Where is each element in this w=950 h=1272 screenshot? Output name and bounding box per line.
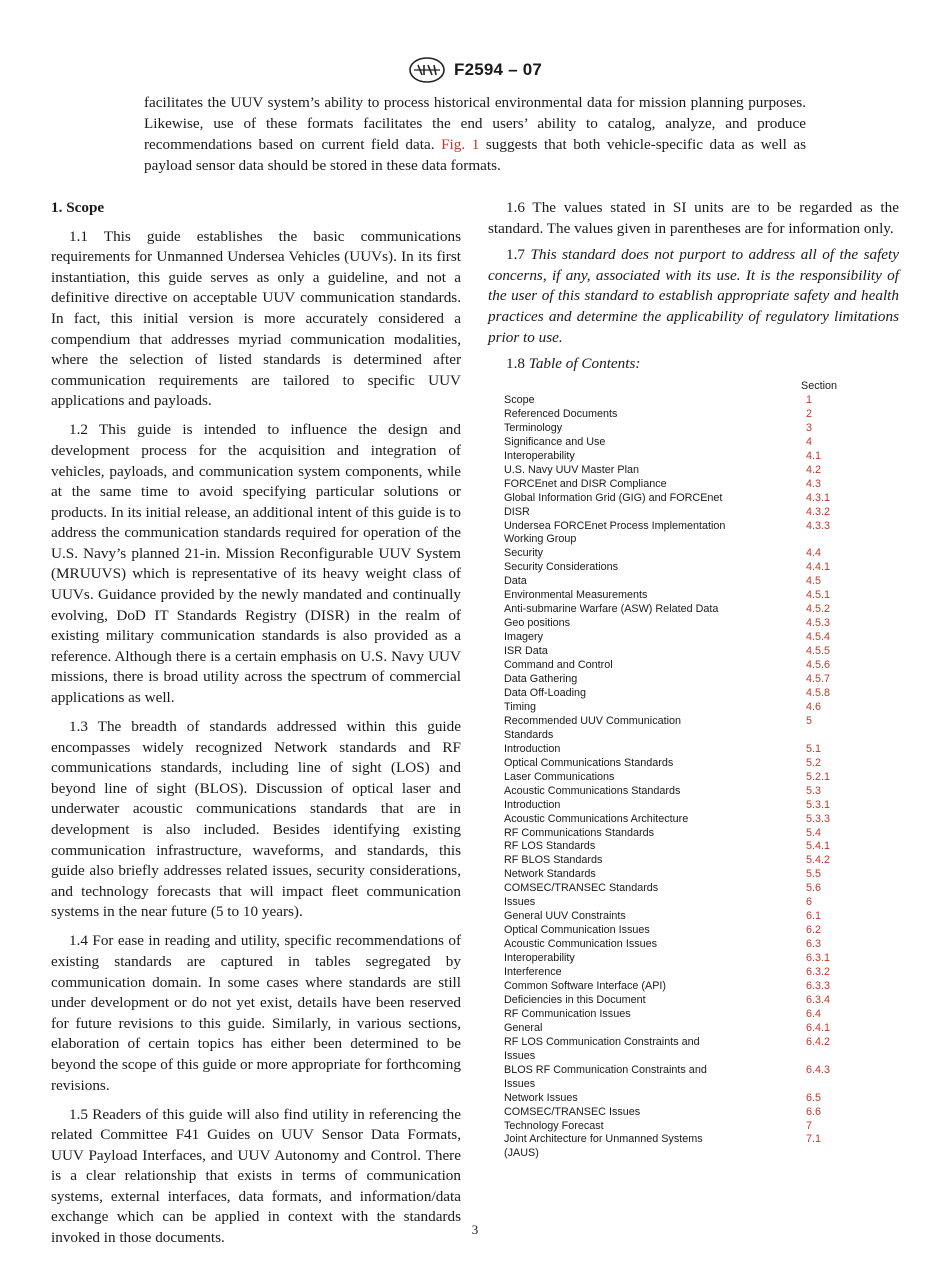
toc-section-link[interactable]: 5.2 [806,756,822,769]
toc-section-link[interactable]: 6.4.2 [806,1035,831,1048]
toc-section-link[interactable]: 5.4.1 [806,840,831,853]
toc-section-link[interactable]: 6.4.1 [806,1021,831,1034]
toc-row [504,771,864,785]
toc-title: COMSEC/TRANSEC Issues [504,1105,641,1118]
toc-row [504,854,864,868]
toc-section-link[interactable]: 4.3.2 [806,505,831,518]
toc-section-link[interactable]: 7.1 [806,1133,822,1146]
toc-row [504,575,864,589]
toc-section-link[interactable]: 4.6 [806,700,822,713]
toc-title: Data [504,575,527,588]
toc-section-link[interactable]: 2 [806,407,813,420]
toc-row [504,422,864,436]
toc-section-link[interactable]: 6.3 [806,938,822,951]
toc-row [504,882,864,896]
toc-row [504,450,864,464]
toc-row [504,757,864,771]
toc-title: Network Issues [504,1091,578,1104]
toc-row [504,910,864,924]
toc-header [504,380,864,394]
toc-section-link[interactable]: 7 [806,1119,813,1132]
toc-section-link[interactable]: 5.6 [806,882,822,895]
toc-row [504,1120,864,1134]
toc-row [504,520,864,548]
toc-section-link[interactable]: 5 [806,714,813,727]
toc-row [504,673,864,687]
toc-section-link[interactable]: 5.3.3 [806,812,831,825]
toc-row [504,701,864,715]
toc-section-link[interactable]: 6 [806,896,813,909]
paragraph-1-8-number: 1.8 [506,355,529,373]
toc-section-link[interactable]: 4.3.1 [806,491,831,504]
toc-row [504,603,864,617]
toc-title: Security Considerations [504,561,619,574]
page-number: 3 [471,1222,479,1237]
toc-title: Interoperability [504,449,575,462]
toc-section-link[interactable]: 4.5.2 [806,603,831,616]
toc-title: RF LOS Communication Constraints and Issues [504,1035,700,1062]
toc-row [504,492,864,506]
toc-title: Acoustic Communications Standards [504,784,681,797]
paragraph-1-7-number: 1.7 [506,246,531,264]
toc-section-link[interactable]: 5.3.1 [806,798,831,811]
toc-title: Timing [504,700,536,713]
toc-title: Common Software Interface (API) [504,979,667,992]
left-column [51,198,461,1257]
toc-row [504,868,864,882]
toc-row [504,715,864,743]
toc-row [504,561,864,575]
toc-section-link[interactable]: 4.3.3 [806,519,831,532]
toc-section-link[interactable]: 3 [806,421,813,434]
toc-section-link[interactable]: 4.5.1 [806,589,831,602]
toc-title: Optical Communication Issues [504,924,650,937]
toc-section-link[interactable]: 6.3.3 [806,979,831,992]
toc-title: Interoperability [504,952,575,965]
intro-text-start: facilitates the UUV system’s ability to process historical environmental data for mission planning purposes. Likewise, use of these formats facilitates the end users’ ability to catalog, analyze, and produce recommendations based on current field data. [144,94,806,153]
paragraph-1-7 [488,245,899,348]
toc-section-link[interactable]: 4.3 [806,477,822,490]
toc-row [504,1064,864,1092]
toc-row [504,1008,864,1022]
toc-title: U.S. Navy UUV Master Plan [504,463,639,476]
toc-row [504,394,864,408]
toc-title: COMSEC/TRANSEC Standards [504,882,659,895]
toc-title: Deficiencies in this Document [504,993,646,1006]
right-column [488,198,899,381]
toc-title: Interference [504,966,562,979]
toc-section-link[interactable]: 5.2.1 [806,770,831,783]
toc-row [504,408,864,422]
toc-row [504,1022,864,1036]
paragraph-1-7-text: This standard does not purport to address all of the safety concerns, if any, associated with its use. It is the responsibility of the user of this standard to establish appropriate safety and health practices and determine the applicability of regulatory limitations prior to use. [488,246,900,346]
toc-title: Introduction [504,798,561,811]
toc-title: General [504,1021,543,1034]
toc-section-link[interactable]: 4.5.4 [806,631,831,644]
toc-section-link[interactable]: 6.1 [806,910,822,923]
toc-section-link[interactable]: 6.6 [806,1105,822,1118]
toc-section-link[interactable]: 6.4.3 [806,1063,831,1076]
section-heading: 1. Scope [51,199,105,216]
toc-row [504,994,864,1008]
figure-link[interactable]: Fig. 1 [441,136,480,153]
page-header [0,56,950,84]
toc-row [504,813,864,827]
toc-title: Terminology [504,421,563,434]
toc-title: Geo positions [504,617,571,630]
toc-section-link[interactable]: 6.3.4 [806,993,831,1006]
toc-section-link[interactable]: 6.3.1 [806,952,831,965]
toc-title: ISR Data [504,645,548,658]
toc-row [504,952,864,966]
standard-designation: F2594 – 07 [453,60,542,79]
toc-row [504,506,864,520]
toc-row [504,980,864,994]
astm-logo-icon [408,56,446,84]
paragraph-1-8 [488,354,899,375]
toc-section-link[interactable]: 6.4 [806,1007,822,1020]
toc-row [504,631,864,645]
toc-title: Undersea FORCEnet Process Implementation Working Group [504,519,726,546]
toc-title: Technology Forecast [504,1119,604,1132]
toc-section-link[interactable]: 4.5 [806,575,822,588]
toc-section-link[interactable]: 4.4.1 [806,561,831,574]
paragraph-1-2: 1.2 This guide is intended to influence the design and development process for the acquisition and integration of vehicles, payloads, and communication system components, while at the same time to avoid specifying particular solutions or products. In its initial release, an additional intent of this guide is to address the communication standards required for operation of the U.S. Navy’s planned 21-in. Mission Reconfigurable UUV System (MRUUVS) which is representative of its heavy weight class of UUVs. Guidance provided by the newly mandated and continually evolving, DoD IT Standards Registry (DISR) in the realm of existing military communication standards is also provided as a reference. Although there is a certain emphasis on U.S. Navy UUV missions, there is broad utility across the spectrum of commercial applications as well. [51,421,461,707]
toc-section-link[interactable]: 4.2 [806,463,822,476]
intro-text-end: suggests that both vehicle-specific data as well as payload sensor data should be stored in these data formats. [144,136,807,174]
toc-row [504,547,864,561]
toc-title: Issues [504,896,536,909]
intro-paragraph [144,92,806,176]
toc-title: DISR [504,505,530,518]
toc-section-link[interactable]: 4.5.6 [806,659,831,672]
toc-row [504,743,864,757]
toc-section-link[interactable]: 4.1 [806,449,822,462]
toc-title: RF Communication Issues [504,1007,631,1020]
toc-title: Joint Architecture for Unmanned Systems (JAUS) [504,1133,703,1160]
toc-row [504,589,864,603]
toc-section-link[interactable]: 5.5 [806,868,822,881]
toc-section-header: Section [801,380,838,392]
table-of-contents [504,380,864,1161]
paragraph-1-5: 1.5 Readers of this guide will also find utility in referencing the related Committee F41 Guides on UUV Sensor Data Formats, UUV Payload Interfaces, and UUV Autonomy and Control. There is a clear relationship that exists in terms of communication systems, external interfaces, data formats, and information/data exchange which can be applied in context with the standards invoked in those documents. [51,1105,461,1247]
toc-row [504,687,864,701]
toc-section-link[interactable]: 4.5.8 [806,686,831,699]
toc-section-link[interactable]: 4.5.5 [806,645,831,658]
toc-section-link[interactable]: 6.3.2 [806,966,831,979]
toc-body [504,394,864,1161]
toc-title: Scope [504,393,535,406]
toc-row [504,1036,864,1064]
toc-title: FORCEnet and DISR Compliance [504,477,667,490]
toc-row [504,659,864,673]
toc-row [504,1092,864,1106]
toc-section-link[interactable]: 5.4.2 [806,854,831,867]
toc-title: Command and Control [504,659,613,672]
paragraph-1-3: 1.3 The breadth of standards addressed within this guide encompasses widely recognized Network standards and RF communications standards, including line of sight (LOS) and beyond line of sight (BLOS). Discussion of optical laser and underwater acoustic communications standards that are in development is also included. Besides identifying existing communication infrastructure, waveforms, and standards, this guide also briefly addresses related issues, security considerations, and technology forecasts that will impact fleet communication systems in the near future (5 to 10 years). [51,718,461,921]
toc-row [504,938,864,952]
toc-section-link[interactable]: 1 [806,393,813,406]
toc-section-link[interactable]: 5.1 [806,742,822,755]
toc-title: Anti-submarine Warfare (ASW) Related Data [504,603,719,616]
toc-row [504,799,864,813]
toc-row [504,464,864,478]
toc-section-link[interactable]: 5.4 [806,826,822,839]
toc-row [504,1106,864,1120]
toc-title: Referenced Documents [504,407,618,420]
paragraph-1-8-text: Table of Contents: [528,355,641,373]
toc-row [504,785,864,799]
toc-row [504,840,864,854]
toc-title: Recommended UUV Communication Standards [504,714,682,741]
paragraph-1-6: 1.6 The values stated in SI units are to be regarded as the standard. The values given in parentheses are for information only. [488,199,899,237]
toc-title: BLOS RF Communication Constraints and Issues [504,1063,707,1090]
toc-row [504,827,864,841]
toc-row [504,436,864,450]
toc-title: RF Communications Standards [504,826,655,839]
toc-section-link[interactable]: 5.3 [806,784,822,797]
toc-title: Security [504,547,544,560]
toc-section-link[interactable]: 4.5.7 [806,673,831,686]
toc-title: Acoustic Communication Issues [504,938,658,951]
toc-row [504,617,864,631]
toc-title: Laser Communications [504,770,615,783]
toc-section-link[interactable]: 6.2 [806,924,822,937]
toc-row [504,1133,864,1161]
toc-title: Acoustic Communications Architecture [504,812,689,825]
toc-section-link[interactable]: 4.4 [806,547,822,560]
toc-section-link[interactable]: 6.5 [806,1091,822,1104]
toc-title: Introduction [504,742,561,755]
toc-title: Network Standards [504,868,596,881]
paragraph-1-1: 1.1 This guide establishes the basic communications requirements for Unmanned Undersea Vehicles (UUVs). In its first instantiation, this guide serves as only a guideline, and not a definitive directive on acceptable UUV communication standards. In fact, this initial version is more accurately considered a compendium that addresses myriad communication modalities, where the selection of listed standards is determined after communication requirements are tailored to specific UUV applications and payloads. [51,227,461,410]
toc-title: Imagery [504,631,544,644]
toc-title: General UUV Constraints [504,910,626,923]
toc-title: Optical Communications Standards [504,756,674,769]
toc-row [504,896,864,910]
toc-row [504,966,864,980]
toc-title: Data Off-Loading [504,686,587,699]
toc-title: Global Information Grid (GIG) and FORCEnet [504,491,723,504]
toc-row [504,924,864,938]
toc-section-link[interactable]: 4.5.3 [806,617,831,630]
toc-row [504,478,864,492]
toc-title: Data Gathering [504,673,578,686]
toc-title: Environmental Measurements [504,589,648,602]
toc-title: RF LOS Standards [504,840,596,853]
toc-title: RF BLOS Standards [504,854,603,867]
toc-section-link[interactable]: 4 [806,435,813,448]
paragraph-1-4: 1.4 For ease in reading and utility, specific recommendations of existing standards are captured in tables segregated by communication domain. In some cases where standards are still under development or do not yet exist, details have been reserved for future revisions to this guide. Similarly, in various sections, elaboration of certain topics has either been determined to be beyond the scope of this guide or more appropriate for forthcoming revisions. [51,932,461,1094]
toc-row [504,645,864,659]
toc-title: Significance and Use [504,435,606,448]
